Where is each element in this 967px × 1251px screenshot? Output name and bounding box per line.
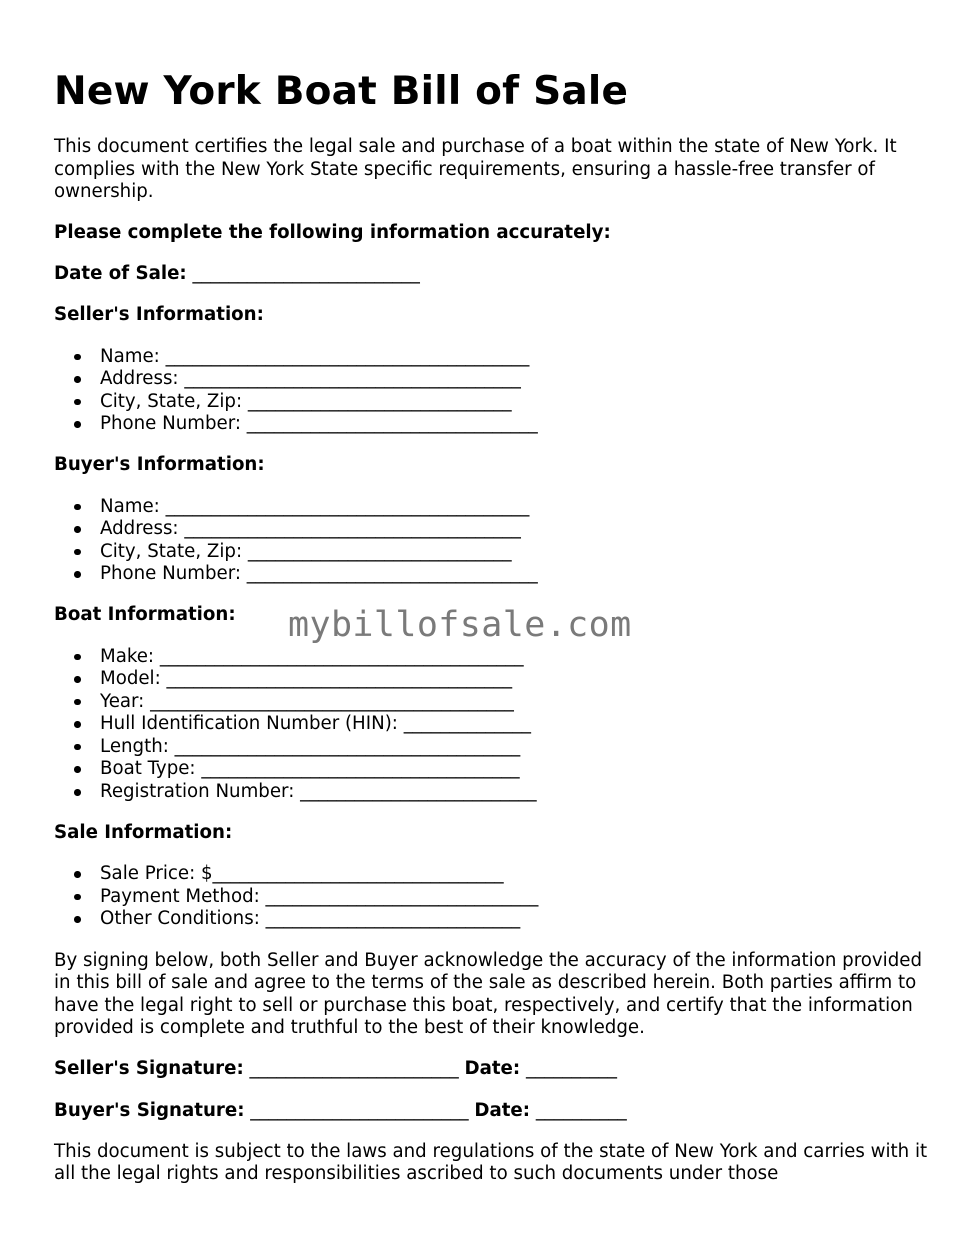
boat-type-field[interactable]: Boat Type: ___________________________________ [100, 758, 934, 781]
boat-model-field[interactable]: Model: ______________________________________ [100, 668, 934, 691]
document-page [54, 0, 934, 1186]
buyer-field-list [54, 496, 934, 586]
seller-signature-line [54, 1058, 934, 1081]
sale-field-list [54, 863, 934, 931]
date-of-sale-label: Date of Sale: [54, 263, 187, 285]
seller-address-field[interactable]: Address: _____________________________________ [100, 368, 934, 391]
boat-registration-field[interactable]: Registration Number: __________________________ [100, 781, 934, 804]
buyer-city-state-zip-field[interactable]: City, State, Zip: _____________________________ [100, 541, 934, 564]
seller-name-field[interactable]: Name: ________________________________________ [100, 346, 934, 369]
other-conditions-field[interactable]: Other Conditions: ____________________________ [100, 908, 934, 931]
buyer-date-blank[interactable]: __________ [535, 1099, 627, 1121]
watermark-text: mybillofsale.com [288, 605, 632, 645]
buyer-name-field[interactable]: Name: ________________________________________ [100, 496, 934, 519]
boat-length-field[interactable]: Length: ______________________________________ [100, 736, 934, 759]
seller-signature-label: Seller's Signature: [54, 1058, 244, 1080]
date-of-sale-field [54, 263, 934, 286]
buyer-address-field[interactable]: Address: _____________________________________ [100, 518, 934, 541]
boat-heading: Boat Information: [54, 604, 236, 626]
seller-date-label: Date: [464, 1058, 521, 1080]
buyer-heading: Buyer's Information: [54, 454, 265, 476]
seller-date-blank[interactable]: __________ [525, 1058, 617, 1080]
page-title: New York Boat Bill of Sale [54, 69, 629, 114]
buyer-signature-label: Buyer's Signature: [54, 1099, 245, 1121]
seller-signature-blank[interactable]: _______________________ [249, 1058, 459, 1080]
seller-heading: Seller's Information: [54, 304, 264, 326]
boat-hin-field[interactable]: Hull Identification Number (HIN): ______________ [100, 713, 934, 736]
sale-heading: Sale Information: [54, 822, 233, 844]
sale-price-field[interactable]: Sale Price: $________________________________ [100, 863, 934, 886]
acknowledgement-paragraph: By signing below, both Seller and Buyer acknowledge the accuracy of the information provided in this bill of sale and agree to the terms of the sale as described herein. Both parties affirm to have the legal right to sell or purchase this boat, respectively, and certify that the information provided is complete and truthful to the best of their knowledge. [54, 949, 923, 1039]
seller-city-state-zip-field[interactable]: City, State, Zip: _____________________________ [100, 391, 934, 414]
buyer-date-label: Date: [474, 1099, 531, 1121]
boat-year-field[interactable]: Year: ________________________________________ [100, 691, 934, 714]
seller-phone-field[interactable]: Phone Number: ________________________________ [100, 413, 934, 436]
buyer-phone-field[interactable]: Phone Number: ________________________________ [100, 563, 934, 586]
intro-paragraph: This document certifies the legal sale and purchase of a boat within the state of New York. It complies with the New York State specific requirements, ensuring a hassle-free transfer of ownership. [54, 136, 897, 203]
date-of-sale-blank[interactable]: _________________________ [192, 263, 420, 285]
footer-paragraph: This document is subject to the laws and regulations of the state of New York and carries with it all the legal rights and responsibilities ascribed to such documents under those [54, 1140, 928, 1185]
seller-field-list [54, 346, 934, 436]
buyer-signature-line [54, 1100, 934, 1123]
boat-field-list [54, 646, 934, 804]
buyer-signature-blank[interactable]: ________________________ [250, 1099, 469, 1121]
boat-make-field[interactable]: Make: ________________________________________ [100, 646, 934, 669]
payment-method-field[interactable]: Payment Method: ______________________________ [100, 886, 934, 909]
instruction-text: Please complete the following information accurately: [54, 222, 611, 244]
